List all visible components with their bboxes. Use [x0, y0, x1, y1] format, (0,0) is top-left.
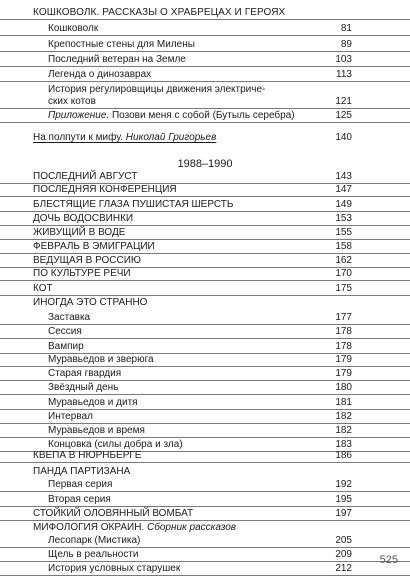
toc-entry — [0, 367, 410, 381]
entry-title — [33, 254, 141, 267]
toc-entry — [0, 325, 410, 339]
entry-title-text: ПАНДА ПАРТИЗАНА — [33, 466, 131, 477]
entry-title — [48, 562, 180, 575]
toc-entry — [0, 212, 410, 226]
toc-entry — [0, 267, 410, 281]
entry-title-text: ЖИВУЩИЙ В ВОДЕ — [33, 227, 126, 238]
entry-page: 113 — [336, 69, 352, 80]
entry-title-text: ПОСЛЕДНИЙ АВГУСТ — [33, 171, 138, 182]
entry-title — [48, 493, 111, 506]
entry-title — [48, 396, 138, 409]
entry-title — [48, 340, 84, 353]
entry-title — [33, 212, 133, 225]
toc-entry — [0, 493, 410, 507]
page-number: 525 — [379, 554, 398, 566]
toc-entry — [0, 478, 410, 492]
toc-entry-line2 — [0, 95, 410, 109]
entry-page: 140 — [335, 132, 352, 143]
entry-title-text: Щель в реальности — [48, 549, 139, 560]
entry-page: 121 — [335, 96, 352, 107]
toc-entry — [0, 521, 410, 534]
entry-title: Крепостные стены для Милены — [48, 39, 195, 50]
toc-entry — [0, 381, 410, 395]
entry-title-text: Муравьедов и дитя — [48, 397, 138, 408]
entry-title — [33, 170, 137, 183]
toc-entry — [0, 465, 410, 478]
entry-page: 89 — [340, 39, 352, 50]
entry-title-text: Муравьедов и время — [48, 425, 145, 436]
entry-page: 182 — [335, 411, 352, 422]
entry-title — [33, 240, 155, 253]
entry-title — [33, 226, 125, 239]
toc-entry — [0, 311, 410, 325]
entry-title: Легенда о динозаврах — [48, 69, 152, 80]
entry-title — [48, 325, 82, 338]
entry-title-text: Звёздный день — [48, 382, 119, 393]
toc-entry — [0, 226, 410, 240]
entry-page: 143 — [335, 171, 352, 182]
entry-page: 197 — [335, 508, 352, 519]
entry-page: 175 — [335, 283, 352, 294]
entry-page: 162 — [335, 255, 352, 266]
entry-page: 179 — [335, 368, 352, 379]
entry-page: 177 — [335, 312, 352, 323]
toc-entry — [0, 410, 410, 424]
entry-title-text: Заставка — [48, 312, 91, 323]
entry-title: КОШКОВОЛК. РАССКАЗЫ О ХРАБРЕЦАХ И ГЕРОЯХ — [33, 7, 286, 18]
entry-title-text: ДОЧЬ ВОДОСВИНКИ — [33, 213, 134, 224]
entry-page: 155 — [335, 227, 352, 238]
entry-page: 212 — [335, 563, 352, 574]
toc-entry — [0, 424, 410, 438]
toc-entry — [0, 282, 410, 296]
entry-title-text: ФЕВРАЛЬ В ЭМИГРАЦИИ — [33, 241, 155, 252]
entry-title — [33, 183, 177, 196]
entry-title-text: СТОЙКИЙ ОЛОВЯННЫЙ ВОМБАТ — [33, 508, 194, 519]
entry-title-text: ПО КУЛЬТУРЕ РЕЧИ — [33, 268, 131, 279]
toc-entry — [0, 170, 410, 184]
entry-title-text: Муравьедов и зверюга — [48, 354, 154, 365]
entry-page: 179 — [335, 354, 352, 365]
entry-title-text: ИНОГДА ЭТО СТРАННО — [33, 297, 148, 308]
toc-entry — [0, 240, 410, 254]
entry-page: 183 — [335, 439, 352, 450]
entry-title — [48, 534, 140, 547]
entry-title-text: Лесопарк (Мистика) — [48, 535, 141, 546]
toc-entry — [0, 38, 410, 52]
entry-title-text: КОТ — [33, 283, 53, 294]
entry-page: 178 — [335, 341, 352, 352]
entry-title-text: Вампир — [48, 341, 84, 352]
entry-title-text: КВЕПА В НЮРНБЕРГЕ — [33, 450, 142, 461]
toc-entry — [0, 507, 410, 521]
entry-title: ских котов — [48, 96, 96, 107]
entry-page: 192 — [335, 479, 352, 490]
toc-entry — [0, 353, 410, 367]
entry-title — [33, 465, 130, 478]
entry-title — [33, 296, 147, 309]
entry-page: 149 — [335, 199, 352, 210]
entry-page: 205 — [335, 535, 352, 546]
entry-title — [48, 311, 90, 324]
entry-page: 170 — [335, 268, 352, 279]
entry-page: 195 — [335, 494, 352, 505]
entry-title: На полпути к мифу. — [33, 132, 124, 143]
toc-entry — [0, 548, 410, 562]
entry-title: История регулировщицы движения электриче- — [48, 84, 266, 95]
toc-entry — [0, 254, 410, 268]
entry-title — [33, 282, 53, 295]
entry-title — [48, 367, 121, 380]
toc-entry-afterword — [0, 131, 410, 144]
entry-page: 178 — [335, 326, 352, 337]
entry-title — [48, 381, 118, 394]
entry-page: 186 — [335, 450, 352, 461]
entry-title-text: Первая серия — [48, 479, 113, 490]
toc-entry — [0, 340, 410, 354]
entry-title — [48, 548, 139, 561]
entry-title-text: Старая гвардия — [48, 368, 122, 379]
entry-title-text: БЛЕСТЯЩИЕ ГЛАЗА ПУШИСТАЯ ШЕРСТЬ — [33, 199, 234, 210]
entry-subtitle: Сборник рассказов — [144, 522, 237, 533]
section-heading: 1988–1990 — [177, 158, 233, 170]
entry-title-text: Интервал — [48, 411, 93, 422]
entry-title-text: МИФОЛОГИЯ ОКРАИН. — [33, 522, 145, 533]
appendix-label: Приложение. — [48, 110, 110, 121]
entry-page: 81 — [340, 23, 352, 34]
entry-title: Позови меня с собой (Бутыль серебра) — [109, 110, 295, 121]
entry-title — [33, 267, 131, 280]
toc-entry — [0, 562, 410, 576]
entry-title — [33, 449, 141, 462]
entry-author: Николай Григорьев — [123, 132, 217, 143]
toc-entry — [0, 449, 410, 463]
toc-entry — [0, 22, 410, 36]
entry-page: 158 — [335, 241, 352, 252]
entry-title: Кошковолк — [48, 23, 99, 34]
toc-entry — [0, 534, 410, 548]
entry-title-text: Концовка (силы добра и зла) — [48, 439, 183, 450]
entry-title: Последний ветеран на Земле — [48, 54, 186, 65]
entry-title — [48, 424, 145, 437]
entry-title — [48, 478, 112, 491]
entry-title — [33, 507, 193, 520]
toc-entry-appendix — [0, 109, 410, 123]
entry-page: 181 — [335, 397, 352, 408]
entry-title-text: Вторая серия — [48, 494, 111, 505]
toc-entry — [0, 296, 410, 309]
entry-page: 209 — [335, 549, 352, 560]
entry-title — [33, 521, 236, 534]
entry-page: 125 — [335, 110, 352, 121]
entry-title-text: ВЕДУЩАЯ В РОССИЮ — [33, 255, 142, 266]
toc-entry-heading — [0, 6, 410, 20]
entry-title-text: Сессия — [48, 326, 82, 337]
entry-title — [48, 353, 154, 366]
entry-title-text: ПОСЛЕДНЯЯ КОНФЕРЕНЦИЯ — [33, 184, 177, 195]
toc-entry — [0, 183, 410, 197]
entry-page: 147 — [335, 184, 352, 195]
entry-title — [33, 198, 233, 211]
toc-entry — [0, 396, 410, 410]
toc-entry — [0, 68, 410, 82]
entry-page: 180 — [335, 382, 352, 393]
entry-page: 153 — [335, 213, 352, 224]
entry-page: 103 — [335, 54, 352, 65]
entry-title — [48, 410, 93, 423]
entry-page: 182 — [335, 425, 352, 436]
toc-entry — [0, 53, 410, 67]
toc-entry — [0, 198, 410, 212]
entry-title-text: История условных старушек — [48, 563, 181, 574]
